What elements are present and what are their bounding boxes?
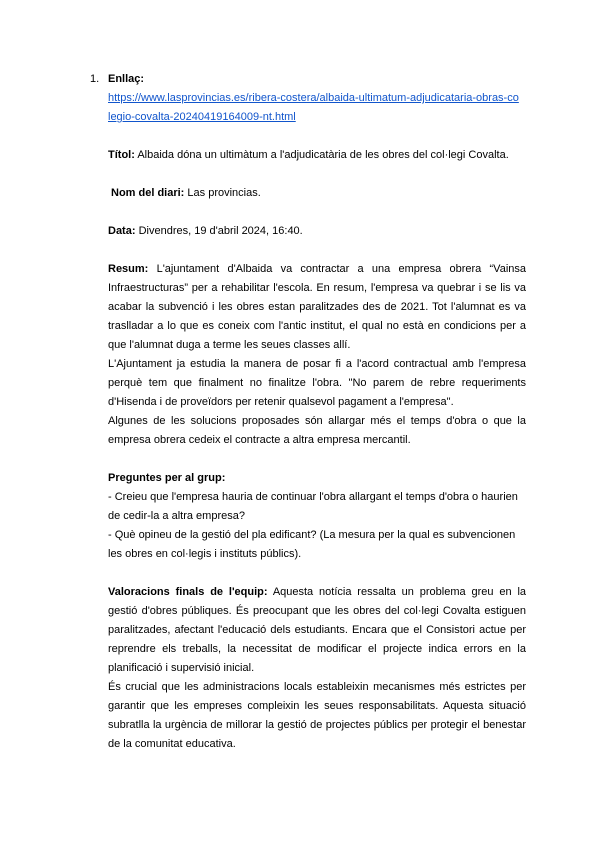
spacer [108, 165, 526, 184]
final-text-1: Aquesta notícia ressalta un problema greu en la gestió d'obres públiques. És preocupant que les obres del col·legi Covalta estiguen paralitzades, afectant l'educació dels estudiants. Encara que el Consistori actue per reprendre els treballs, la necessitat de modificar el projecte indica errors en la planificació i supervisió inicial. [108, 586, 526, 674]
summary-text-1: L'ajuntament d'Albaida va contractar a una empresa obrera “Vainsa Infraestructuras” per a rehabilitar l'escola. En resum, l'empresa va quebrar i se lis va acabar la subvenció i les obres estan paralitzades des de 2021. Tot l'alumnat es va traslladar a lo que es coneix com l'antic institut, el qual no està en condicions per a que l'alumnat duga a terme les seues classes allí. [108, 263, 527, 351]
document-content [108, 70, 526, 754]
final-paragraph-2: És crucial que les administracions locals estableixin mecanismes més estrictes per garantir que les empreses compleixin les seues responsabilitats. Aquesta situació subratlla la urgència de millorar la gestió de projectes públics per protegir el benestar de la comunitat educativa. [108, 681, 526, 750]
final-paragraph-1 [108, 583, 526, 678]
link-label: Enllaç: [108, 73, 145, 85]
final-label: Valoracions finals de l'equip: [108, 586, 268, 598]
question-item: - Què opineu de la gestió del pla edificant? (La mesura per la qual es subvencionen les obres en col·legis i instituts públics). [108, 529, 516, 560]
spacer [108, 564, 526, 583]
summary-label: Resum: [108, 263, 149, 275]
summary-paragraph-3: Algunes de les solucions proposades són allargar més el temps d'obra o que la empresa obrera cedeix el contracte a altra empresa mercantil. [108, 415, 526, 446]
date-label: Data: [108, 225, 136, 237]
title-value: Albaida dóna un ultimàtum a l'adjudicatària de les obres del col·legi Covalta. [137, 149, 509, 161]
spacer [108, 203, 526, 222]
summary-paragraph-2: L'Ajuntament ja estudia la manera de posar fi a l'acord contractual amb l'empresa perquè tem que finalment no finalitze l'obra. "No parem de rebre requeriments d'Hisenda i de proveïdors per retenir qualsevol pagament a l'empresa". [108, 358, 526, 408]
title-section [108, 146, 526, 165]
date-section [108, 222, 526, 241]
list-number: 1. [90, 73, 100, 85]
newspaper-value: Las provincias. [187, 187, 261, 199]
article-link[interactable]: https://www.lasprovincias.es/ribera-costera/albaida-ultimatum-adjudicataria-obras-colegio-covalta-20240419164009-nt.html [108, 92, 519, 123]
newspaper-section [108, 184, 526, 203]
newspaper-label: Nom del diari: [111, 187, 185, 199]
questions-heading: Preguntes per al grup: [108, 472, 226, 484]
question-item: - Creieu que l'empresa hauria de continuar l'obra allargant el temps d'obra o haurien de cedir-la a altra empresa? [108, 491, 518, 522]
spacer [108, 127, 526, 146]
title-label: Títol: [108, 149, 135, 161]
spacer [108, 450, 526, 469]
link-section [108, 70, 526, 127]
date-value: Divendres, 19 d'abril 2024, 16:40. [138, 225, 303, 237]
spacer [108, 241, 526, 260]
summary-paragraph-1 [108, 260, 526, 355]
